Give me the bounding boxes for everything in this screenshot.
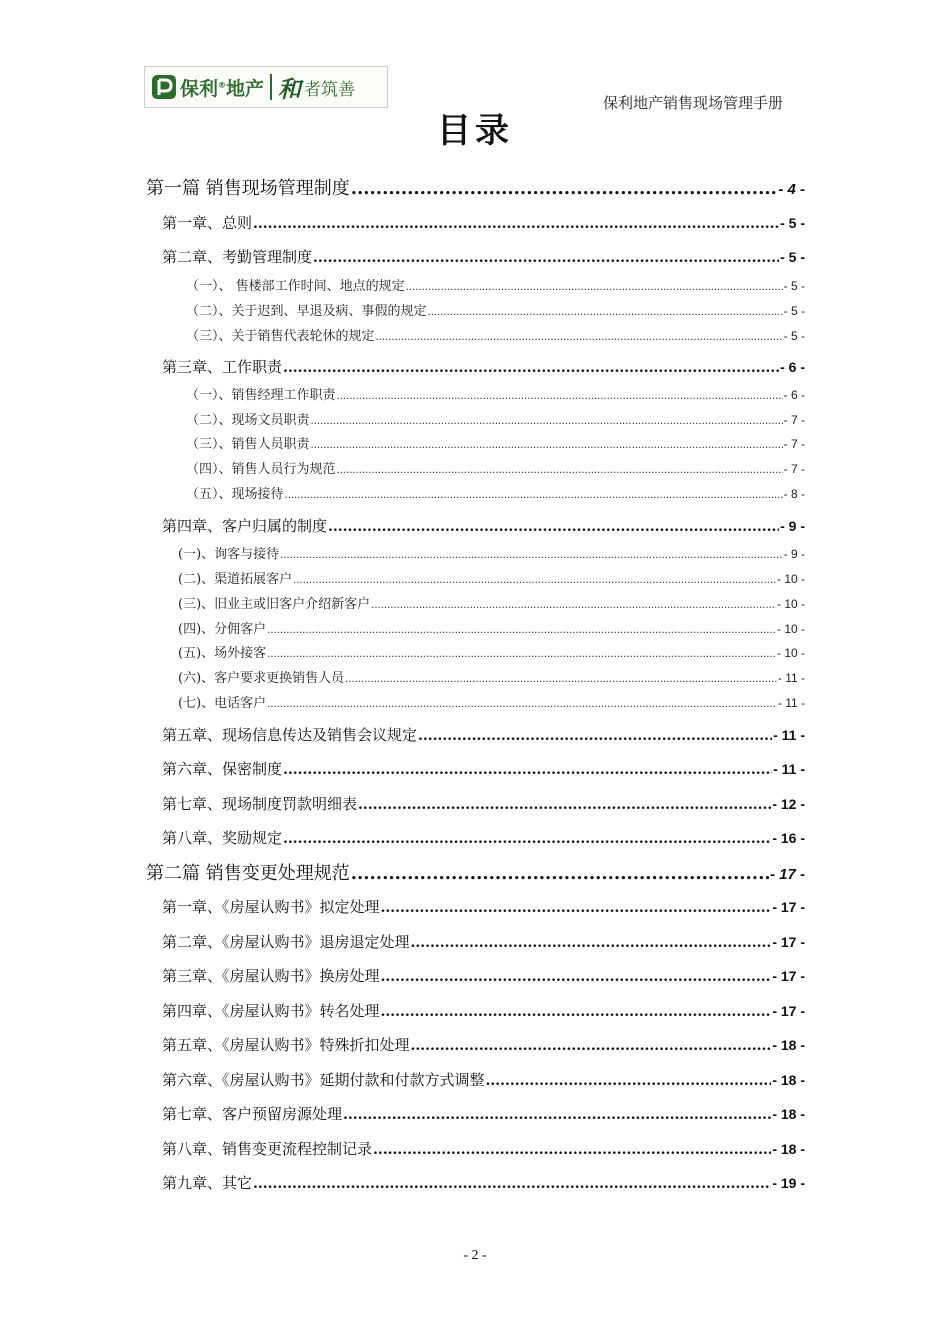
toc-leader-dots	[285, 490, 783, 501]
toc-entry[interactable]	[162, 1069, 805, 1090]
toc-entry-page: - 5 -	[780, 215, 805, 231]
toc-entry[interactable]	[162, 724, 805, 745]
toc-entry-label: 第一章、《房屋认购书》拟定处理	[162, 898, 380, 916]
toc-entry-label: (一)、询客与接待	[178, 547, 280, 562]
toc-entry-label: (七)、电话客户	[178, 696, 267, 711]
toc-leader-dots	[358, 797, 771, 813]
toc-leader-dots	[351, 863, 769, 884]
toc-entry-label: （一）、销售经理工作职责	[186, 388, 336, 403]
toc-leader-dots	[253, 1176, 771, 1192]
toc-entry-label: （五）、现场接待	[186, 487, 284, 502]
toc-leader-dots	[373, 1142, 771, 1158]
toc-entry-page: - 11 -	[773, 761, 805, 777]
toc-entry-page: - 17 -	[772, 968, 805, 984]
toc-entry-label: 第二章、《房屋认购书》退房退定处理	[162, 933, 410, 951]
toc-entry-page: - 9 -	[780, 518, 805, 534]
toc-entry[interactable]	[162, 1138, 805, 1159]
toc-leader-dots	[411, 1038, 772, 1054]
toc-entry[interactable]	[178, 667, 805, 686]
toc-entry-page: - 17 -	[769, 866, 805, 883]
toc-entry[interactable]	[178, 618, 805, 637]
toc-entry-page: - 7 -	[783, 462, 805, 476]
manual-title: 保利地产销售现场管理手册	[603, 94, 784, 112]
toc-entry-label: (六)、客户要求更换销售人员	[178, 671, 345, 686]
toc-entry-label: 第四章、客户归属的制度	[162, 517, 328, 535]
logo-slogan-big: 和	[278, 75, 302, 103]
toc-entry-page: - 11 -	[777, 671, 805, 685]
toc-leader-dots	[486, 1073, 772, 1089]
toc-entry[interactable]	[162, 356, 805, 377]
toc-entry-page: - 5 -	[783, 304, 805, 318]
toc-entry[interactable]	[186, 483, 805, 502]
toc-entry-page: - 4 -	[778, 181, 805, 198]
toc-entry-label: (二)、渠道拓展客户	[178, 572, 293, 587]
toc-leader-dots	[283, 831, 771, 847]
toc-entry-page: - 11 -	[773, 727, 805, 743]
toc-entry[interactable]	[178, 692, 805, 711]
toc-entry[interactable]	[186, 458, 805, 477]
toc-leader-dots	[328, 519, 779, 535]
toc-leader-dots	[406, 282, 783, 293]
toc-leader-dots	[381, 900, 772, 916]
toc-entry[interactable]	[178, 642, 805, 661]
logo-brand: 保利®地产	[180, 77, 265, 100]
toc-entry[interactable]	[186, 384, 805, 403]
toc-leader-dots	[337, 391, 783, 402]
toc-entry-page: - 17 -	[772, 899, 805, 915]
toc-entry-page: - 19 -	[772, 1175, 805, 1191]
toc-leader-dots	[267, 625, 776, 636]
toc-entry-page: - 6 -	[780, 359, 805, 375]
toc-entry-page: - 6 -	[783, 388, 805, 402]
toc-entry-label: （四）、销售人员行为规范	[186, 462, 336, 477]
toc-entry[interactable]	[178, 568, 805, 587]
toc-leader-dots	[267, 649, 776, 660]
toc-entry-page: - 18 -	[772, 1141, 805, 1157]
toc-entry-page: - 10 -	[776, 646, 805, 660]
toc-entry-label: (四)、分佣客户	[178, 622, 267, 637]
toc-leader-dots	[343, 1107, 771, 1123]
toc-entry-page: - 18 -	[772, 1037, 805, 1053]
toc-entry-page: - 11 -	[777, 696, 805, 710]
toc-entry-label: （二）、现场文员职责	[186, 413, 310, 428]
toc-entry[interactable]	[162, 827, 805, 848]
toc-entry-label: 第一章、总则	[162, 214, 253, 232]
toc-leader-dots	[428, 307, 783, 318]
toc-entry-label: 第九章、其它	[162, 1174, 253, 1192]
toc-entry[interactable]	[146, 859, 805, 885]
toc-entry-label: 第八章、奖励规定	[162, 829, 283, 847]
toc-entry-page: - 10 -	[776, 572, 805, 586]
toc-leader-dots	[411, 935, 772, 951]
toc-entry-label: 第七章、客户预留房源处理	[162, 1105, 343, 1123]
toc-entry-page: - 17 -	[772, 934, 805, 950]
toc-entry[interactable]	[186, 275, 805, 294]
toc-entry-page: - 17 -	[772, 1003, 805, 1019]
toc-leader-dots	[267, 699, 777, 710]
toc-entry[interactable]	[178, 593, 805, 612]
toc-entry-label: 第六章、《房屋认购书》延期付款和付款方式调整	[162, 1071, 485, 1089]
toc-entry-page: - 5 -	[783, 279, 805, 293]
toc-entry[interactable]	[162, 1000, 805, 1021]
toc-entry-label: 第七章、现场制度罚款明细表	[162, 795, 358, 813]
toc-entry-label: （二）、关于迟到、早退及病、事假的规定	[186, 304, 427, 319]
toc-leader-dots	[311, 416, 783, 427]
toc-entry-page: - 18 -	[772, 1106, 805, 1122]
toc-entry[interactable]	[162, 1034, 805, 1055]
toc-entry[interactable]	[146, 174, 805, 200]
toc-entry-page: - 10 -	[776, 622, 805, 636]
toc-entry[interactable]	[162, 758, 805, 779]
toc-entry[interactable]	[178, 543, 805, 562]
toc-entry-page: - 5 -	[783, 329, 805, 343]
toc-leader-dots	[337, 465, 783, 476]
toc-entry[interactable]	[162, 246, 805, 267]
toc-entry[interactable]	[162, 931, 805, 952]
toc-leader-dots	[293, 575, 776, 586]
toc-leader-dots	[311, 440, 783, 451]
toc-entry[interactable]	[162, 793, 805, 814]
toc-entry-label: (五)、场外接客	[178, 646, 267, 661]
toc-entry[interactable]	[186, 433, 805, 452]
toc-entry[interactable]	[162, 965, 805, 986]
toc-entry-label: 第四章、《房屋认购书》转名处理	[162, 1002, 380, 1020]
toc-entry-label: 第三章、《房屋认购书》换房处理	[162, 967, 380, 985]
toc-leader-dots	[381, 1004, 772, 1020]
toc-leader-dots	[283, 762, 772, 778]
toc-entry-page: - 5 -	[780, 249, 805, 265]
page-title: 目录	[437, 111, 513, 151]
toc-leader-dots	[283, 360, 779, 376]
toc-entry[interactable]	[162, 212, 805, 233]
toc-entry[interactable]	[162, 1103, 805, 1124]
toc-entry-label: （三）、销售人员职责	[186, 437, 310, 452]
toc-entry[interactable]	[162, 896, 805, 917]
toc-entry[interactable]	[186, 409, 805, 428]
toc-entry-label: 第二章、考勤管理制度	[162, 248, 313, 266]
toc-entry-label: 第三章、工作职责	[162, 358, 283, 376]
toc-leader-dots	[345, 674, 777, 685]
toc-entry[interactable]	[186, 325, 805, 344]
toc-entry-label: 第六章、保密制度	[162, 760, 283, 778]
toc-leader-dots	[253, 216, 779, 232]
toc-entry-label: (三)、旧业主或旧客户介绍新客户	[178, 597, 371, 612]
toc-entry-label: 第五章、《房屋认购书》特殊折扣处理	[162, 1036, 410, 1054]
toc-leader-dots	[381, 969, 772, 985]
toc-entry-label: 第八章、销售变更流程控制记录	[162, 1140, 373, 1158]
toc-leader-dots	[280, 550, 783, 561]
toc-entry[interactable]	[162, 515, 805, 536]
toc-entry-page: - 7 -	[783, 413, 805, 427]
toc-entry-page: - 12 -	[772, 796, 805, 812]
toc-leader-dots	[376, 332, 783, 343]
toc-entry-label: 第二篇 销售变更处理规范	[146, 863, 350, 884]
toc-leader-dots	[418, 728, 772, 744]
toc-entry-label: 第五章、现场信息传达及销售会议规定	[162, 726, 418, 744]
toc-entry-label: 第一篇 销售现场管理制度	[146, 178, 350, 199]
logo-slogan: 者筑善	[304, 79, 356, 100]
toc-entry-page: - 7 -	[783, 437, 805, 451]
toc-leader-dots	[371, 600, 776, 611]
toc-entry-page: - 8 -	[783, 487, 805, 501]
toc-leader-dots	[351, 178, 778, 199]
toc-entry-page: - 18 -	[772, 1072, 805, 1088]
toc-leader-dots	[313, 250, 779, 266]
toc-entry[interactable]	[162, 1172, 805, 1193]
toc-entry-page: - 10 -	[776, 597, 805, 611]
toc-entry-page: - 16 -	[772, 830, 805, 846]
toc-entry-page: - 9 -	[783, 547, 805, 561]
page-number: - 2 -	[463, 1248, 487, 1263]
toc-entry-label: （三）、关于销售代表轮休的规定	[186, 329, 375, 344]
toc-entry[interactable]	[186, 300, 805, 319]
toc-entry-label: （一）、 售楼部工作时间、地点的规定	[186, 279, 405, 294]
